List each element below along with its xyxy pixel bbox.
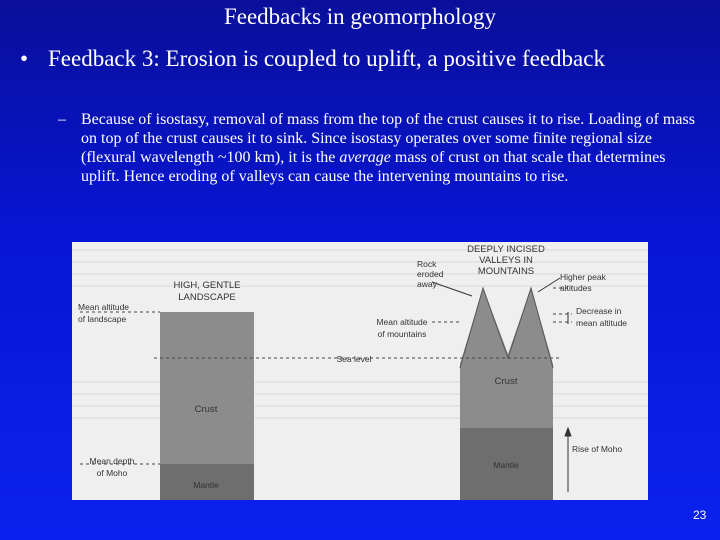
- sub-bullet-emphasis: average: [339, 149, 391, 166]
- bullet-text: Feedback 3: Erosion is coupled to uplift, a positive feedback: [48, 46, 605, 71]
- sub-bullet-text: [81, 110, 701, 186]
- page-number: 23: [693, 508, 707, 522]
- left-crust-block: [160, 312, 254, 464]
- mean-depth-moho-line1: Mean depth: [89, 456, 135, 466]
- sub-bullet-marker: –: [58, 111, 66, 128]
- mean-altitude-mountains-line2: of mountains: [377, 329, 427, 339]
- decrease-mean-line1: Decrease in: [576, 306, 622, 316]
- right-title-line3: MOUNTAINS: [477, 266, 535, 277]
- isostasy-diagram: [72, 242, 648, 500]
- bullet-marker: •: [20, 46, 29, 71]
- rise-moho-label: Rise of Moho: [572, 444, 623, 454]
- rock-eroded-line3: away: [417, 279, 437, 289]
- right-mantle-label: Mantle: [493, 460, 519, 470]
- rock-eroded-line1: Rock: [417, 259, 437, 269]
- left-title-line2: LANDSCAPE: [178, 292, 236, 303]
- mean-altitude-landscape-line1: Mean altitude: [78, 302, 130, 312]
- right-title-line1: DEEPLY INCISED: [467, 244, 545, 255]
- slide-title: Feedbacks in geomorphology: [223, 4, 497, 29]
- isostasy-figure: [72, 242, 648, 500]
- left-title-line1: HIGH, GENTLE: [173, 280, 241, 291]
- rock-eroded-line2: eroded: [417, 269, 444, 279]
- decrease-mean-line2: mean altitude: [576, 318, 628, 328]
- higher-peak-line2: altitudes: [560, 283, 592, 293]
- right-crust-label: Crust: [494, 376, 518, 387]
- mean-depth-moho-line2: of Moho: [96, 468, 128, 478]
- higher-peak-line1: Higher peak: [560, 272, 606, 282]
- sea-level-label: Sea level: [336, 354, 372, 364]
- left-crust-label: Crust: [194, 404, 218, 415]
- sub-bullet-text-after: mass of crust on that scale that determines uplift. Hence eroding of valleys can cause the intervening mountains to rise.: [81, 149, 666, 185]
- right-title-line2: VALLEYS IN: [479, 255, 533, 266]
- mean-altitude-mountains-line1: Mean altitude: [376, 317, 428, 327]
- mean-altitude-landscape-line2: of landscape: [78, 314, 127, 324]
- sub-bullet-text-before: Because of isostasy, removal of mass from the top of the crust causes it to rise. Loading of mass on top of the crust causes it to sink. Since isostasy operates over some finite regional size (flexural wavelength ~100 km), it is the: [81, 111, 695, 166]
- left-mantle-label: Mantle: [193, 480, 219, 490]
